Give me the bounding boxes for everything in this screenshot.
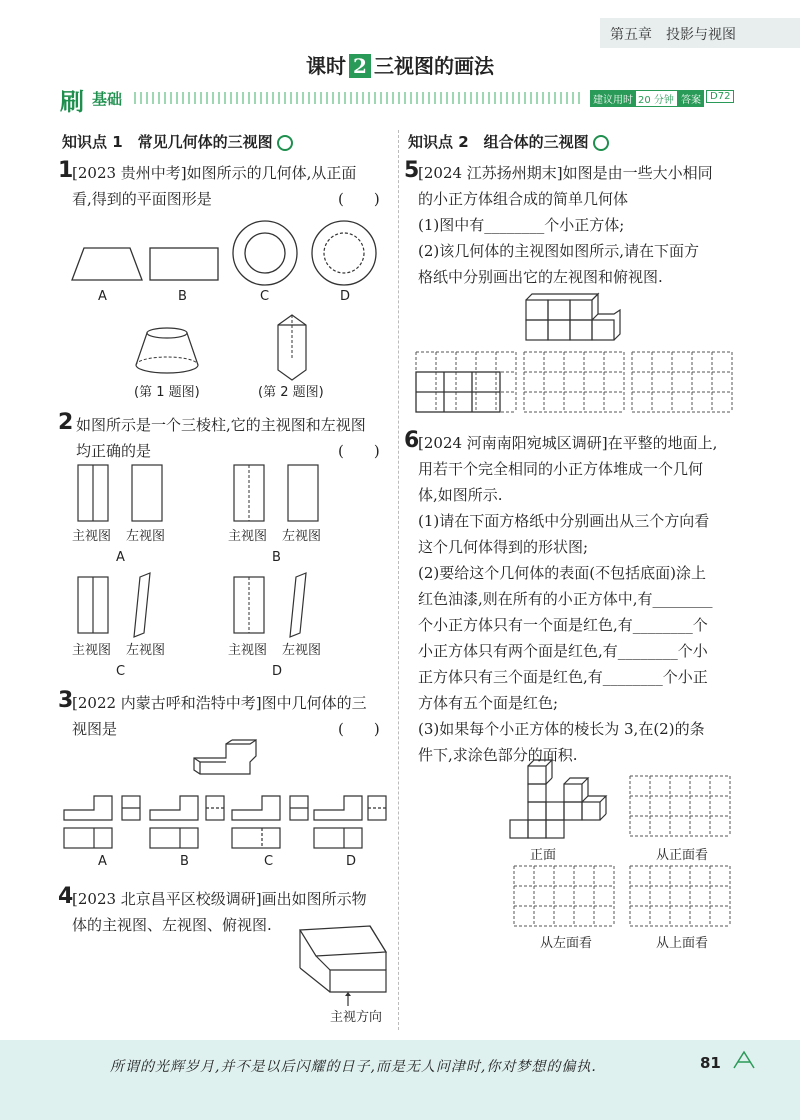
question-1-line2: 看,得到的平面图形是 xyxy=(72,190,212,208)
q3-option-b: B xyxy=(180,854,189,869)
q6-view-top-label: 从上面看 xyxy=(656,936,709,951)
q1-option-c: C xyxy=(260,289,270,304)
question-1-figures xyxy=(60,215,390,395)
question-2-line1: 如图所示是一个三棱柱,它的主视图和左视图 xyxy=(76,416,366,434)
q1-option-d: D xyxy=(340,289,351,304)
q1-figure-caption: (第 1 题图) xyxy=(134,385,200,400)
q6-view-left-label: 从左面看 xyxy=(540,936,593,951)
q2-b-left-label: 左视图 xyxy=(282,529,322,544)
section-1-text: 知识点 1 常见几何体的三视图 xyxy=(62,133,273,151)
q2-c-left-label: 左视图 xyxy=(126,643,166,658)
title-number: 2 xyxy=(349,54,371,78)
frustum-top xyxy=(147,328,187,338)
q1-option-a: A xyxy=(98,289,107,304)
question-6-line8: 个小正方体只有一个面是红色,有________个 xyxy=(418,616,708,634)
decorative-stripe xyxy=(134,92,584,104)
q2-option-b: B xyxy=(272,550,281,565)
q2-option-c: C xyxy=(116,664,126,679)
rectangle-shape xyxy=(150,248,218,280)
question-4-line1: [2023 北京昌平区校级调研]画出如图所示物 xyxy=(72,890,367,908)
question-6-line1: [2024 河南南阳宛城区调研]在平整的地面上, xyxy=(418,434,718,452)
q6-grid-top xyxy=(630,866,740,932)
question-5-line1: [2024 江苏扬州期末]如图是由一些大小相同 xyxy=(418,164,713,182)
chapter-title: 第五章 投影与视图 xyxy=(610,27,736,43)
question-6-line11: 方体有五个面是红色; xyxy=(418,694,559,712)
question-2-number: 2 xyxy=(58,410,74,435)
q3-option-c: C xyxy=(264,854,274,869)
q2-a-front-label: 主视图 xyxy=(72,529,112,544)
q2-option-a: A xyxy=(116,550,125,565)
question-3-answer-paren: ( ) xyxy=(338,720,380,738)
q2-figure-caption: (第 2 题图) xyxy=(258,385,324,400)
q2-c-front-label: 主视图 xyxy=(72,643,112,658)
section-2-title xyxy=(408,131,609,152)
q6-front-label: 正面 xyxy=(530,848,557,863)
question-6-number: 6 xyxy=(404,428,420,453)
question-5-line4: (2)该几何体的主视图如图所示,请在下面方 xyxy=(418,242,700,260)
question-2-answer-paren: ( ) xyxy=(338,442,380,460)
answer-label: 答案 xyxy=(678,90,704,107)
question-6-line10: 正方体只有三个面是红色,有________个小正 xyxy=(418,668,708,686)
q2-b-front-label: 主视图 xyxy=(228,529,268,544)
circle-dashed-inner xyxy=(324,233,364,273)
question-5-solid xyxy=(520,290,630,350)
brush-logo: 刷 xyxy=(60,87,84,116)
question-1-number: 1 xyxy=(58,158,74,183)
brush-subtitle: 基础 xyxy=(92,90,123,108)
question-6-line4: (1)请在下面方格纸中分别画出从三个方向看 xyxy=(418,512,710,530)
target-icon-2 xyxy=(593,135,609,151)
question-6-line6: (2)要给这个几何体的表面(不包括底面)涂上 xyxy=(418,564,706,582)
question-6-line7: 红色油漆,则在所有的小正方体中,有________ xyxy=(418,590,713,608)
q1-option-b: B xyxy=(178,289,187,304)
question-6-line9: 小正方体只有两个面是红色,有________个小 xyxy=(418,642,708,660)
circle-outer xyxy=(312,221,376,285)
question-6-line13: 件下,求涂色部分的面积. xyxy=(418,746,578,764)
section-1-title xyxy=(62,131,293,152)
q6-grid-front xyxy=(630,776,740,842)
main-view-direction-label: 主视方向 xyxy=(330,1010,383,1025)
question-3-number: 3 xyxy=(58,688,74,713)
question-1-line1: [2023 贵州中考]如图所示的几何体,从正面 xyxy=(72,164,357,182)
section-2-text: 知识点 2 组合体的三视图 xyxy=(408,133,589,151)
q3-option-d: D xyxy=(346,854,357,869)
question-2-line2: 均正确的是 xyxy=(76,442,152,460)
suggest-time-value: 20 分钟 xyxy=(634,90,678,107)
ring-outer xyxy=(233,221,297,285)
suggest-time-label: 建议用时 xyxy=(590,90,636,107)
column-divider xyxy=(398,130,399,1030)
target-icon xyxy=(277,135,293,151)
q2-a-left-label: 左视图 xyxy=(126,529,166,544)
question-6-line12: (3)如果每个小正方体的棱长为 3,在(2)的条 xyxy=(418,720,705,738)
question-3-line1: [2022 内蒙古呼和浩特中考]图中几何体的三 xyxy=(72,694,367,712)
question-4-line2: 体的主视图、左视图、俯视图. xyxy=(72,916,272,934)
answer-page: D72 xyxy=(706,90,734,103)
question-6-line3: 体,如图所示. xyxy=(418,486,503,504)
q2-d-left-label: 左视图 xyxy=(282,643,322,658)
title-text: 三视图的画法 xyxy=(373,54,494,78)
question-5-line5: 格纸中分别画出它的左视图和俯视图. xyxy=(418,268,663,286)
question-6-line5: 这个几何体得到的形状图; xyxy=(418,538,589,556)
trapezoid-shape xyxy=(72,248,142,280)
question-5-line2: 的小正方体组合成的简单几何体 xyxy=(418,190,629,208)
ring-inner xyxy=(245,233,285,273)
compass-icon xyxy=(730,1050,760,1070)
lesson-title xyxy=(0,50,800,79)
question-5-line3: (1)图中有________个小正方体; xyxy=(418,216,625,234)
footer-quote: 所谓的光辉岁月,并不是以后闪耀的日子,而是无人问津时,你对梦想的偏执. xyxy=(110,1059,597,1075)
footer-band xyxy=(0,1040,800,1120)
question-5-number: 5 xyxy=(404,158,420,183)
question-6-solid xyxy=(506,758,620,846)
question-3-line2: 视图是 xyxy=(72,720,118,738)
question-4-solid xyxy=(290,922,400,1012)
q6-grid-left xyxy=(514,866,624,932)
question-3-figures xyxy=(60,740,390,860)
q6-view-front-label: 从正面看 xyxy=(656,848,709,863)
page-number: 81 xyxy=(700,1054,721,1072)
q2-d-front-label: 主视图 xyxy=(228,643,268,658)
title-prefix: 课时 xyxy=(306,54,347,78)
question-1-answer-paren: ( ) xyxy=(338,190,380,208)
question-5-grid-paper xyxy=(416,352,736,418)
step-solid xyxy=(194,740,256,774)
question-6-line2: 用若干个完全相同的小正方体堆成一个几何 xyxy=(418,460,704,478)
q2-option-d: D xyxy=(272,664,283,679)
q3-option-a: A xyxy=(98,854,107,869)
question-4-number: 4 xyxy=(58,884,74,909)
